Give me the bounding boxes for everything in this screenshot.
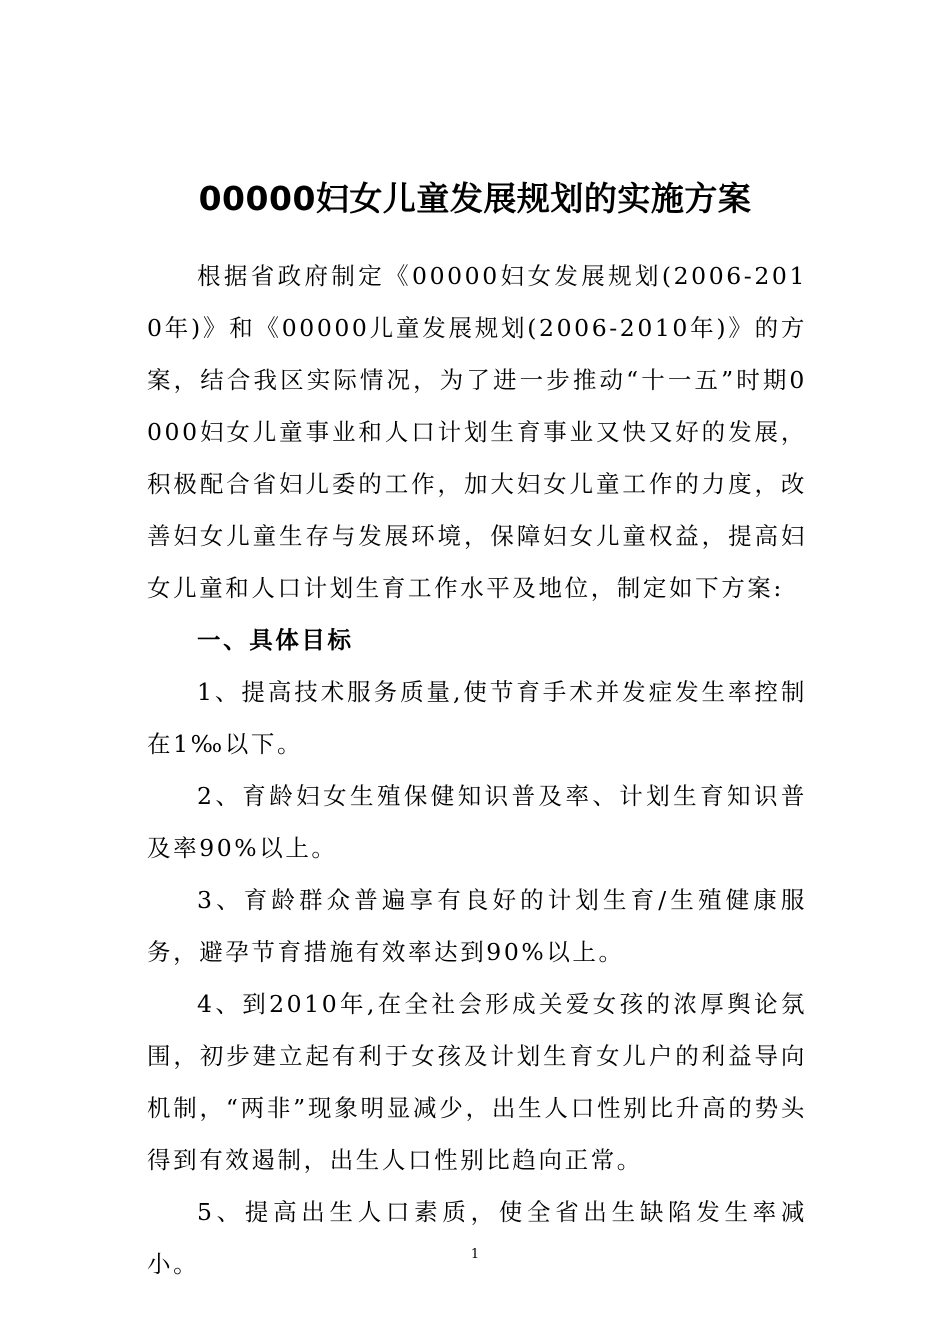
- document-body: [147, 250, 807, 1290]
- goal-item-1: 1、提高技术服务质量,使节育手术并发症发生率控制在1‰以下。: [147, 678, 807, 758]
- goal-item-3: 3、育龄群众普遍享有良好的计划生育/生殖健康服务，避孕节育措施有效率达到90%以上。: [147, 886, 807, 966]
- page-number: 1: [470, 1247, 480, 1262]
- goal-item-5: 5、提高出生人口素质，使全省出生缺陷发生率减小。: [147, 1198, 807, 1278]
- document-title: 00000妇女儿童发展规划的实施方案: [198, 179, 752, 218]
- goal-item-4: 4、到2010年,在全社会形成关爱女孩的浓厚舆论氛围，初步建立起有利于女孩及计划生育女儿户的利益导向机制，“两非”现象明显减少，出生人口性别比升高的势头得到有效遏制，出生人口性别比趋向正常。: [147, 990, 807, 1174]
- section-heading: 一、具体目标: [197, 626, 354, 654]
- goal-item-2: 2、育龄妇女生殖保健知识普及率、计划生育知识普及率90%以上。: [147, 782, 807, 862]
- intro-paragraph: 根据省政府制定《00000妇女发展规划(2006-2010年)》和《00000儿童发展规划(2006-2010年)》的方案，结合我区实际情况，为了进一步推动“十一五”时期0000妇女儿童事业和人口计划生育事业又快又好的发展，积极配合省妇儿委的工作，加大妇女儿童工作的力度，改善妇女儿童生存与发展环境，保障妇女儿童权益，提高妇女儿童和人口计划生育工作水平及地位，制定如下方案:: [147, 262, 807, 602]
